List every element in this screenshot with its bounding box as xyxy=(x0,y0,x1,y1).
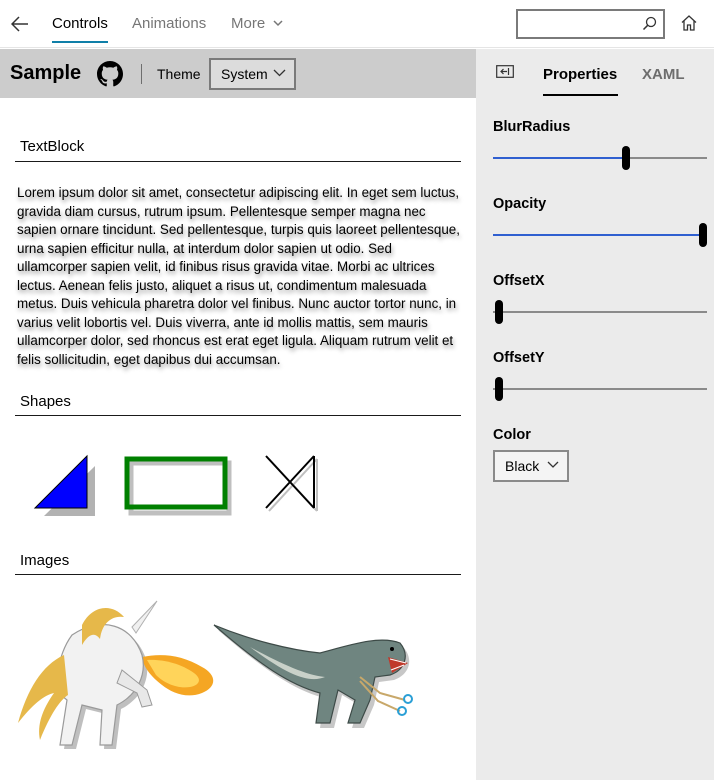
opacity-label: Opacity xyxy=(493,196,547,212)
chevron-down-icon[interactable] xyxy=(273,20,283,27)
search-input[interactable] xyxy=(522,14,632,34)
textblock-heading: TextBlock xyxy=(20,138,85,155)
chevron-down-icon xyxy=(547,461,559,469)
tab-more[interactable]: More xyxy=(231,15,266,32)
properties-panel xyxy=(476,49,714,780)
github-icon[interactable] xyxy=(97,61,123,87)
header-divider xyxy=(141,64,142,84)
back-button[interactable] xyxy=(8,12,32,36)
section-divider xyxy=(15,574,461,575)
offset-y-label: OffsetY xyxy=(493,350,545,366)
slider-fill xyxy=(493,234,703,236)
slider-thumb[interactable] xyxy=(699,223,707,247)
slider-fill xyxy=(493,157,626,159)
sample-header xyxy=(0,49,476,98)
lorem-textblock: Lorem ipsum dolor sit amet, consectetur adipiscing elit. In eget sem luctus, gravida diam cursus, rutrum ipsum. Pellentesque semper magna nec sapien ornare tincidunt. Sed pellentesque, turpis quis laoreet pellentesque, urna sapien efficitur nulla, at interdum dolor sapien ut odio. Sed ullamcorper sapien velit, id finibus risus gravida vitae. Morbi ac ultrices lectus. Aenean felis justo, aliquet a risus ut, condimentum malesuada metus. Duis vehicula pharetra dolor vel finibus. Nunc auctor tortor nunc, in varius velit lobortis vel. Duis viverra, ante id mollis mattis, sem mauris ullamcorper dolor, sed rhoncus est erat eget ligula. Aliquam rutrum velit et felis sollicitudin, eget dapibus dui accumsan. xyxy=(17,185,460,367)
slider-track xyxy=(493,311,707,313)
theme-dropdown-value: System xyxy=(221,66,268,82)
offset-x-label: OffsetX xyxy=(493,273,545,289)
triangle-shape xyxy=(30,452,96,516)
home-icon[interactable] xyxy=(680,14,698,32)
sample-title: Sample xyxy=(10,62,82,84)
slider-thumb[interactable] xyxy=(495,300,503,324)
active-pane-tab-indicator xyxy=(543,94,618,96)
offset-y-slider[interactable] xyxy=(493,377,707,401)
trex-image xyxy=(210,615,425,733)
blur-radius-slider[interactable] xyxy=(493,146,707,170)
slider-thumb[interactable] xyxy=(495,377,503,401)
top-navigation-bar xyxy=(0,0,714,48)
active-tab-indicator xyxy=(52,41,108,43)
chevron-down-icon xyxy=(273,69,286,77)
tab-controls[interactable]: Controls xyxy=(52,15,108,32)
cross-shape xyxy=(262,452,324,516)
back-arrow-icon xyxy=(11,16,29,32)
theme-dropdown[interactable] xyxy=(209,58,296,90)
unicorn-image xyxy=(12,595,220,763)
offset-x-slider[interactable] xyxy=(493,300,707,324)
color-label: Color xyxy=(493,427,531,443)
blur-radius-label: BlurRadius xyxy=(493,119,571,135)
tab-properties[interactable]: Properties xyxy=(543,66,618,83)
tab-animations[interactable]: Animations xyxy=(132,15,207,32)
slider-track xyxy=(493,388,707,390)
search-icon[interactable] xyxy=(642,16,657,31)
rectangle-shape xyxy=(123,455,235,517)
search-box[interactable] xyxy=(516,9,665,39)
color-dropdown[interactable] xyxy=(493,450,569,482)
section-divider xyxy=(15,161,461,162)
color-dropdown-value: Black xyxy=(505,458,540,474)
slider-thumb[interactable] xyxy=(622,146,630,170)
opacity-slider[interactable] xyxy=(493,223,707,247)
collapse-pane-icon[interactable] xyxy=(496,65,514,78)
images-heading: Images xyxy=(20,552,70,569)
section-divider xyxy=(15,415,461,416)
tab-xaml[interactable]: XAML xyxy=(642,66,685,83)
shapes-heading: Shapes xyxy=(20,393,71,410)
theme-label: Theme xyxy=(157,66,201,82)
